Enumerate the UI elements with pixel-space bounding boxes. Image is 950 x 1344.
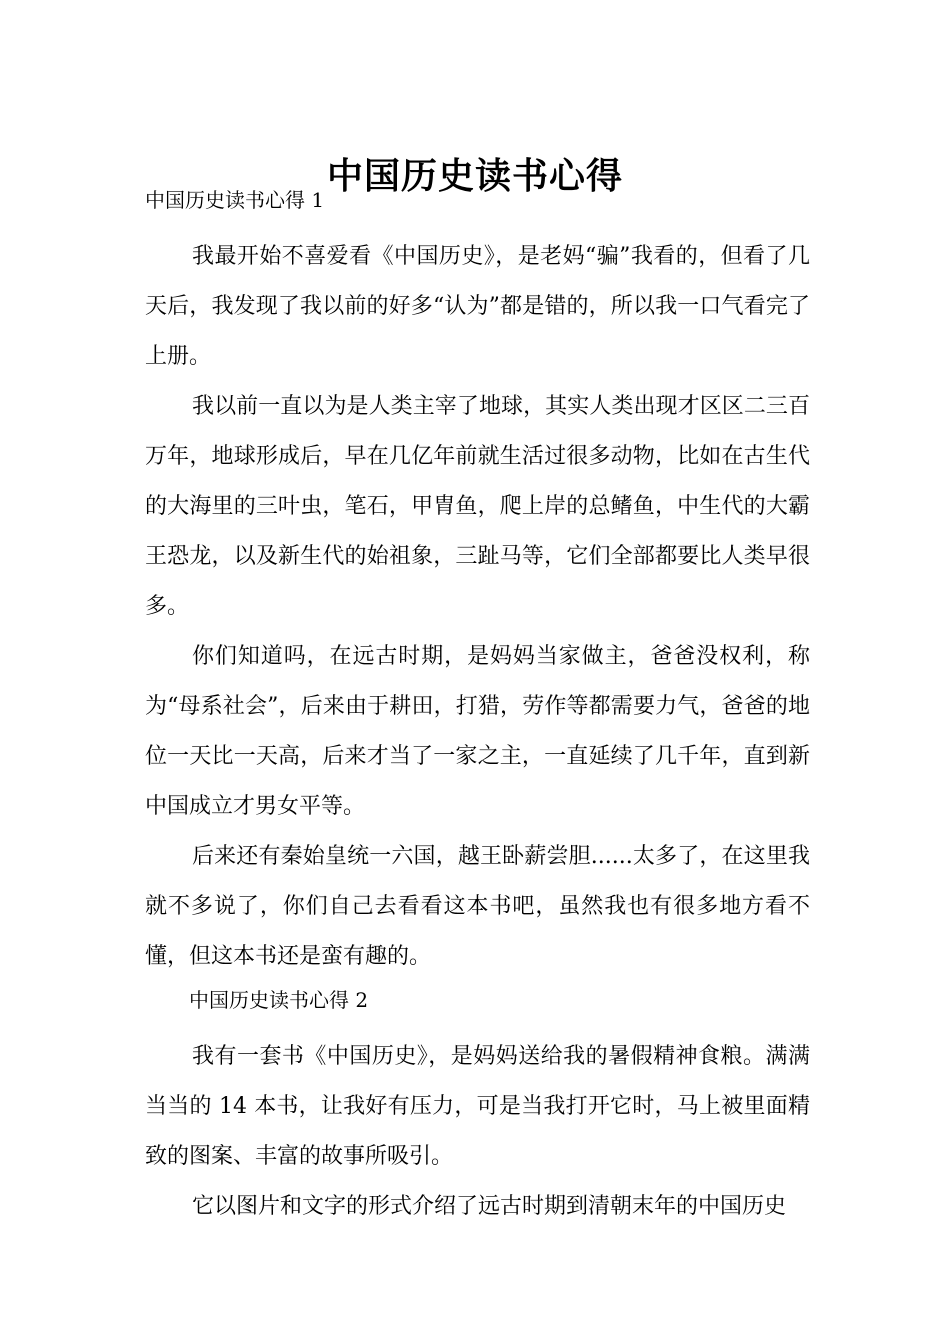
spacer xyxy=(145,218,810,232)
paragraph: 我有一套书《中国历史》，是妈妈送给我的暑假精神食粮。满满当当的 14 本书，让我好有压力，可是当我打开它时，马上被里面精致的图案、丰富的故事所吸引。 xyxy=(145,1044,810,1169)
section-heading-1: 中国历史读书心得 1 xyxy=(145,188,325,212)
paragraph: 你们知道吗，在远古时期，是妈妈当家做主，爸爸没权利，称为“母系社会”，后来由于耕田，打猎，劳作等都需要力气，爸爸的地位一天比一天高，后来才当了一家之主，一直延续了几千年，直到新中国成立才男女平等。 xyxy=(145,644,810,819)
paragraph: 我以前一直以为是人类主宰了地球，其实人类出现才区区二三百万年，地球形成后，早在几亿年前就生活过很多动物，比如在古生代的大海里的三叶虫，笔石，甲胄鱼，爬上岸的总鳍鱼，中生代的大霸王恐龙，以及新生代的始祖象，三趾马等，它们全部都要比人类早很多。 xyxy=(145,394,810,619)
section-heading-2: 中国历史读书心得 2 xyxy=(189,988,369,1012)
paragraph: 后来还有秦始皇统一六国，越王卧薪尝胆......太多了，在这里我就不多说了，你们自己去看看这本书吧，虽然我也有很多地方看不懂，但这本书还是蛮有趣的。 xyxy=(145,844,810,969)
document-body xyxy=(145,182,810,1232)
spacer xyxy=(145,1018,810,1032)
document-title: 中国历史读书心得 xyxy=(326,155,623,198)
paragraph: 它以图片和文字的形式介绍了远古时期到清朝末年的中国历史 xyxy=(192,1194,787,1219)
paragraph: 我最开始不喜爱看《中国历史》，是老妈“骗”我看的，但看了几天后，我发现了我以前的好多“认为”都是错的，所以我一口气看完了上册。 xyxy=(145,244,810,369)
